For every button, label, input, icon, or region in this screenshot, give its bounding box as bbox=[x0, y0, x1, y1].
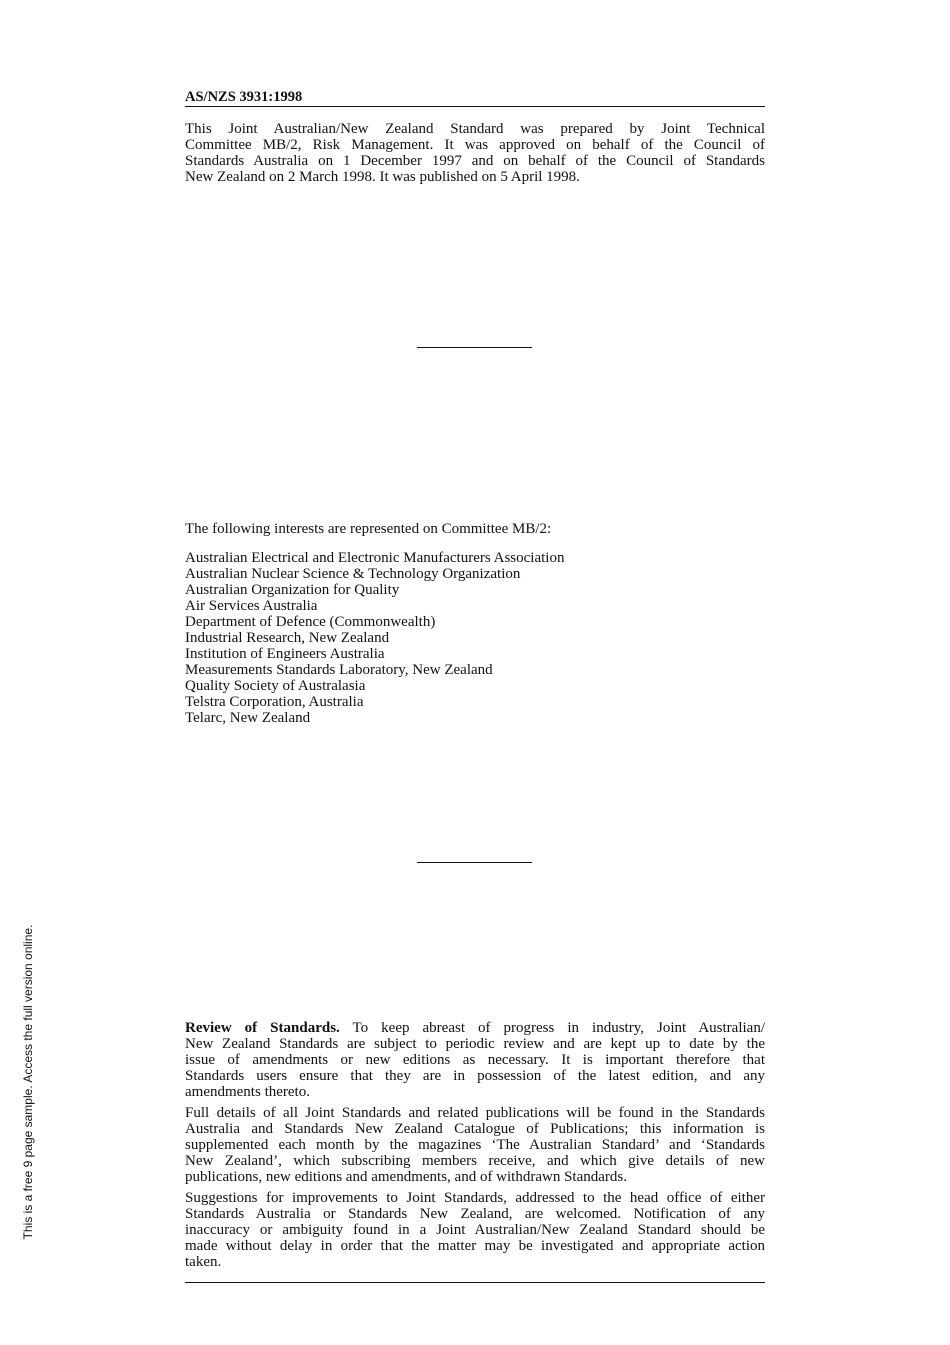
text-line: Full details of all Joint Standards and related publications will be found in the Standards bbox=[185, 1105, 765, 1121]
text-line: Standards users ensure that they are in possession of the latest edition, and any bbox=[185, 1068, 765, 1084]
text-line: inaccuracy or ambiguity found in a Joint Australian/New Zealand Standard should be bbox=[185, 1222, 765, 1238]
committee-member: Institution of Engineers Australia bbox=[185, 646, 385, 662]
header-rule bbox=[185, 106, 765, 107]
review-first-line: Review of Standards. To keep abreast of progress in industry, Joint Australian/ bbox=[185, 1020, 765, 1036]
committee-member: Telarc, New Zealand bbox=[185, 710, 311, 726]
committee-member: Industrial Research, New Zealand bbox=[185, 630, 390, 646]
document-code: AS/NZS 3931:1998 bbox=[185, 89, 303, 105]
text-line: New Zealand Standards are subject to periodic review and are kept up to date by the bbox=[185, 1036, 765, 1052]
text-line: Australia and Standards New Zealand Catalogue of Publications; this information is bbox=[185, 1121, 765, 1137]
text-line: supplemented each month by the magazines ‘The Australian Standard’ and ‘Standards bbox=[185, 1137, 765, 1153]
text-line: taken. bbox=[185, 1254, 222, 1270]
text-line: Suggestions for improvements to Joint Standards, addressed to the head office of either bbox=[185, 1190, 765, 1206]
text-line: publications, new editions and amendments, and of withdrawn Standards. bbox=[185, 1169, 627, 1185]
committee-member: Air Services Australia bbox=[185, 598, 318, 614]
footer-rule bbox=[185, 1282, 765, 1283]
committee-member: Measurements Standards Laboratory, New Zealand bbox=[185, 662, 493, 678]
review-lead: Review of Standards. bbox=[185, 1020, 340, 1036]
committee-member: Australian Organization for Quality bbox=[185, 582, 400, 598]
text-line: made without delay in order that the matter may be investigated and appropriate action bbox=[185, 1238, 765, 1254]
sample-notice: This is a free 9 page sample. Access the full version online. bbox=[21, 924, 35, 1240]
text-line: Committee MB/2, Risk Management. It was approved on behalf of the Council of bbox=[185, 137, 765, 153]
divider bbox=[417, 347, 532, 348]
committee-member: Australian Nuclear Science & Technology Organization bbox=[185, 566, 521, 582]
committee-heading: The following interests are represented on Committee MB/2: bbox=[185, 521, 552, 537]
committee-member: Quality Society of Australasia bbox=[185, 678, 366, 694]
text-line: issue of amendments or new editions as necessary. It is important therefore that bbox=[185, 1052, 765, 1068]
committee-member: Telstra Corporation, Australia bbox=[185, 694, 364, 710]
text-line: New Zealand on 2 March 1998. It was published on 5 April 1998. bbox=[185, 169, 580, 185]
text-line: New Zealand’, which subscribing members receive, and which give details of new bbox=[185, 1153, 765, 1169]
text-line: Standards Australia on 1 December 1997 and on behalf of the Council of Standards bbox=[185, 153, 765, 169]
text-line: Standards Australia or Standards New Zealand, are welcomed. Notification of any bbox=[185, 1206, 765, 1222]
committee-member: Department of Defence (Commonwealth) bbox=[185, 614, 436, 630]
text-line: amendments thereto. bbox=[185, 1084, 310, 1100]
committee-member: Australian Electrical and Electronic Manufacturers Association bbox=[185, 550, 565, 566]
text-line: This Joint Australian/New Zealand Standard was prepared by Joint Technical bbox=[185, 121, 765, 137]
divider bbox=[417, 862, 532, 863]
